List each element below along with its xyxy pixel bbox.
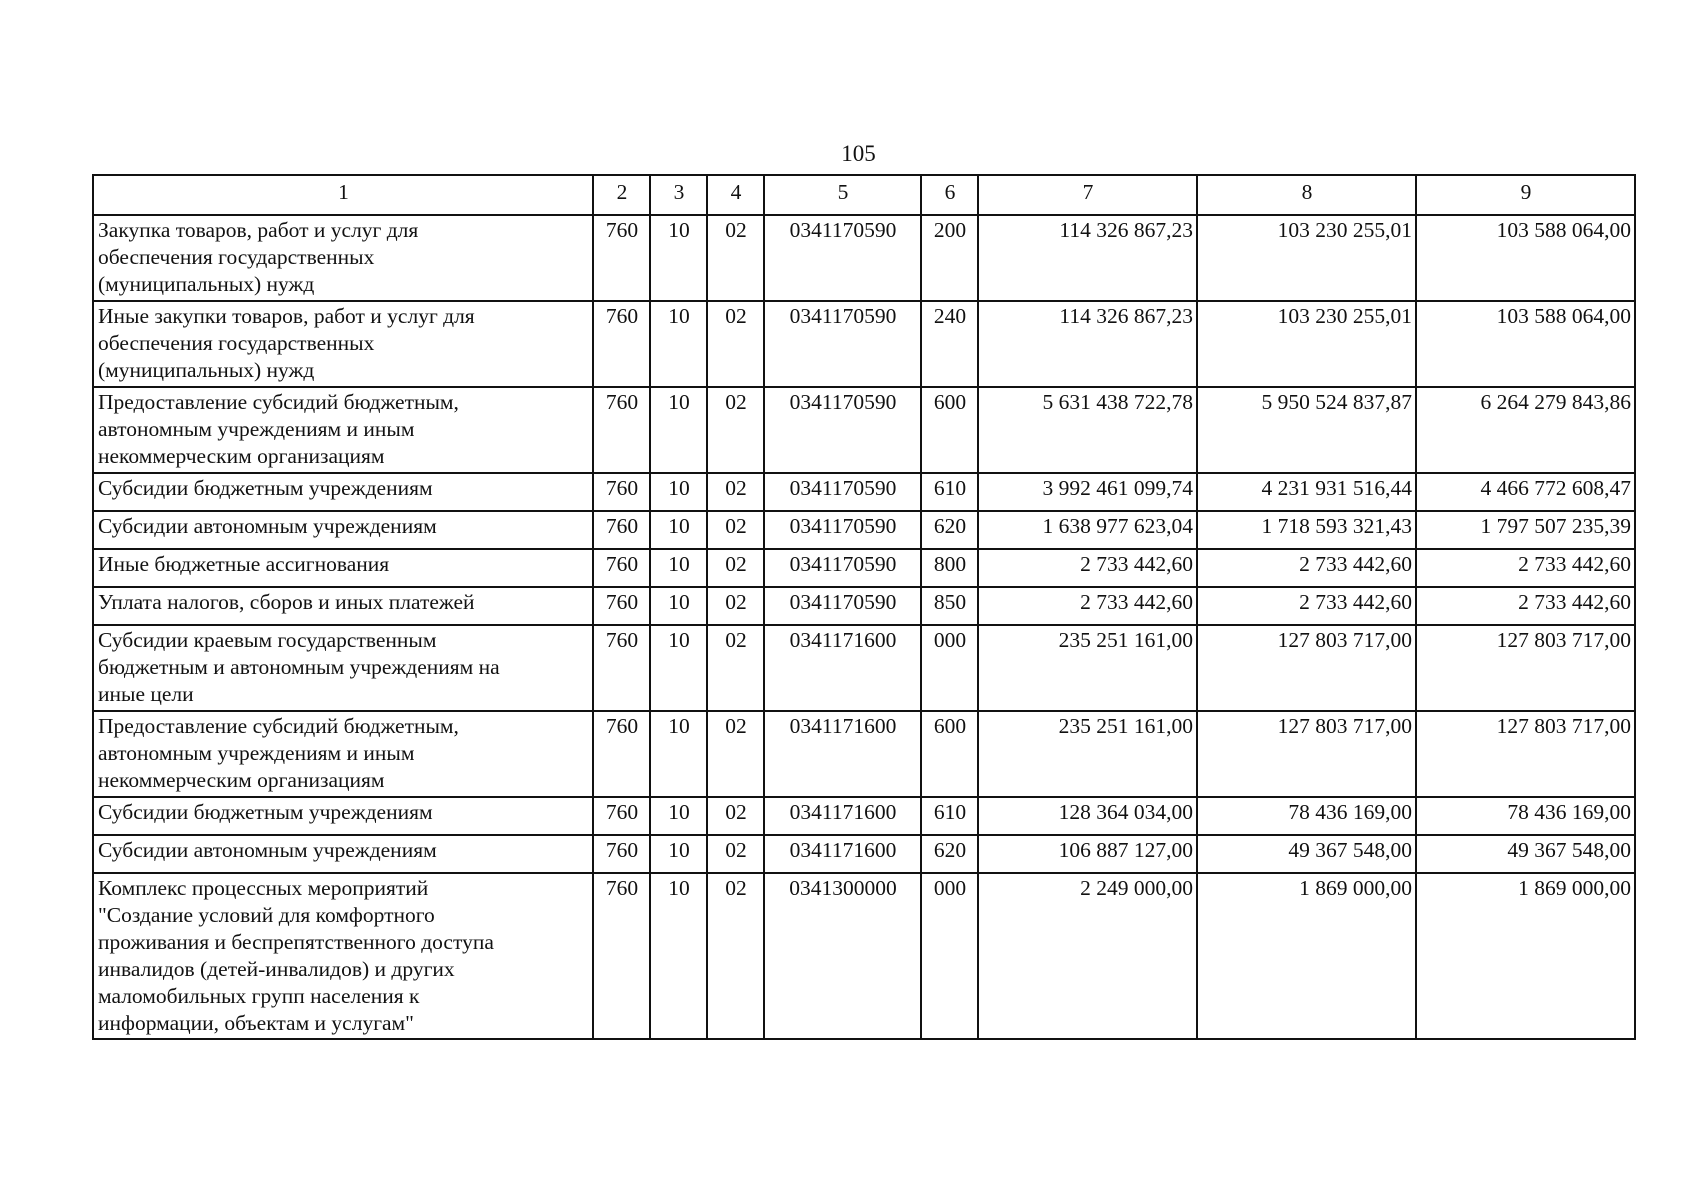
amount-col-8: 1 869 000,00	[1197, 873, 1416, 1039]
column-header-2: 2	[593, 175, 650, 215]
target-article-code: 0341171600	[764, 797, 921, 835]
amount-col-7: 2 249 000,00	[978, 873, 1197, 1039]
section-code: 10	[650, 511, 707, 549]
column-header-6: 6	[921, 175, 978, 215]
row-name-line: Предоставление субсидий бюджетным,	[98, 714, 459, 738]
column-header-8: 8	[1197, 175, 1416, 215]
amount-col-8: 127 803 717,00	[1197, 711, 1416, 797]
expense-type-code: 800	[921, 549, 978, 587]
row-name-line: автономным учреждениям и иным	[98, 741, 415, 765]
amount-col-9: 103 588 064,00	[1416, 301, 1635, 387]
table-row	[93, 301, 1635, 387]
row-name-line: Закупка товаров, работ и услуг для	[98, 218, 419, 242]
ministry-code: 760	[593, 873, 650, 1039]
amount-col-8: 78 436 169,00	[1197, 797, 1416, 835]
row-name-line: бюджетным и автономным учреждениям на	[98, 655, 500, 679]
section-code: 10	[650, 473, 707, 511]
table-row	[93, 549, 1635, 587]
table-row	[93, 873, 1635, 1039]
amount-col-8: 127 803 717,00	[1197, 625, 1416, 711]
section-code: 10	[650, 797, 707, 835]
section-code: 10	[650, 711, 707, 797]
expense-type-code: 000	[921, 873, 978, 1039]
expense-type-code: 600	[921, 387, 978, 473]
section-code: 10	[650, 215, 707, 301]
section-code: 10	[650, 301, 707, 387]
row-name-line: иные цели	[98, 682, 194, 706]
subsection-code: 02	[707, 301, 764, 387]
row-name	[93, 473, 593, 511]
amount-col-8: 2 733 442,60	[1197, 587, 1416, 625]
ministry-code: 760	[593, 387, 650, 473]
amount-col-7: 2 733 442,60	[978, 587, 1197, 625]
table-header-row	[93, 175, 1635, 215]
amount-col-8: 49 367 548,00	[1197, 835, 1416, 873]
section-code: 10	[650, 625, 707, 711]
target-article-code: 0341170590	[764, 301, 921, 387]
row-name-line: автономным учреждениям и иным	[98, 417, 415, 441]
target-article-code: 0341170590	[764, 387, 921, 473]
row-name	[93, 511, 593, 549]
column-header-7: 7	[978, 175, 1197, 215]
row-name-line: информации, объектам и услугам"	[98, 1011, 414, 1035]
amount-col-7: 3 992 461 099,74	[978, 473, 1197, 511]
row-name	[93, 301, 593, 387]
row-name	[93, 625, 593, 711]
subsection-code: 02	[707, 797, 764, 835]
subsection-code: 02	[707, 511, 764, 549]
target-article-code: 0341171600	[764, 625, 921, 711]
ministry-code: 760	[593, 797, 650, 835]
row-name-line: Субсидии автономным учреждениям	[98, 514, 437, 538]
amount-col-8: 2 733 442,60	[1197, 549, 1416, 587]
amount-col-9: 78 436 169,00	[1416, 797, 1635, 835]
target-article-code: 0341170590	[764, 511, 921, 549]
column-header-9: 9	[1416, 175, 1635, 215]
row-name-line: маломобильных групп населения к	[98, 984, 420, 1008]
row-name	[93, 215, 593, 301]
expense-type-code: 200	[921, 215, 978, 301]
section-code: 10	[650, 835, 707, 873]
column-header-4: 4	[707, 175, 764, 215]
table-row	[93, 797, 1635, 835]
column-header-1: 1	[93, 175, 593, 215]
subsection-code: 02	[707, 587, 764, 625]
expense-type-code: 610	[921, 797, 978, 835]
row-name-line: Субсидии краевым государственным	[98, 628, 437, 652]
amount-col-7: 106 887 127,00	[978, 835, 1197, 873]
expense-type-code: 610	[921, 473, 978, 511]
section-code: 10	[650, 387, 707, 473]
ministry-code: 760	[593, 549, 650, 587]
expense-type-code: 000	[921, 625, 978, 711]
table-row	[93, 711, 1635, 797]
ministry-code: 760	[593, 301, 650, 387]
row-name	[93, 835, 593, 873]
row-name-line: Субсидии автономным учреждениям	[98, 838, 437, 862]
row-name-line: Предоставление субсидий бюджетным,	[98, 390, 459, 414]
target-article-code: 0341300000	[764, 873, 921, 1039]
expense-type-code: 620	[921, 835, 978, 873]
row-name-line: обеспечения государственных	[98, 245, 375, 269]
ministry-code: 760	[593, 835, 650, 873]
amount-col-9: 127 803 717,00	[1416, 711, 1635, 797]
table-row	[93, 835, 1635, 873]
row-name-line: Субсидии бюджетным учреждениям	[98, 800, 433, 824]
row-name-line: проживания и беспрепятственного доступа	[98, 930, 494, 954]
amount-col-9: 1 869 000,00	[1416, 873, 1635, 1039]
target-article-code: 0341171600	[764, 711, 921, 797]
ministry-code: 760	[593, 511, 650, 549]
row-name	[93, 711, 593, 797]
expense-type-code: 620	[921, 511, 978, 549]
amount-col-9: 2 733 442,60	[1416, 587, 1635, 625]
target-article-code: 0341170590	[764, 587, 921, 625]
amount-col-7: 128 364 034,00	[978, 797, 1197, 835]
target-article-code: 0341170590	[764, 549, 921, 587]
row-name	[93, 873, 593, 1039]
page-number: 105	[841, 141, 876, 166]
row-name-line: Иные закупки товаров, работ и услуг для	[98, 304, 475, 328]
row-name-line: Иные бюджетные ассигнования	[98, 552, 390, 576]
amount-col-9: 1 797 507 235,39	[1416, 511, 1635, 549]
amount-col-7: 5 631 438 722,78	[978, 387, 1197, 473]
target-article-code: 0341170590	[764, 473, 921, 511]
table-row	[93, 215, 1635, 301]
table-row	[93, 625, 1635, 711]
amount-col-9: 103 588 064,00	[1416, 215, 1635, 301]
column-header-3: 3	[650, 175, 707, 215]
table-row	[93, 587, 1635, 625]
amount-col-8: 103 230 255,01	[1197, 301, 1416, 387]
section-code: 10	[650, 587, 707, 625]
subsection-code: 02	[707, 473, 764, 511]
table-body	[93, 215, 1635, 1039]
subsection-code: 02	[707, 835, 764, 873]
expense-type-code: 240	[921, 301, 978, 387]
amount-col-9: 6 264 279 843,86	[1416, 387, 1635, 473]
ministry-code: 760	[593, 215, 650, 301]
row-name-line: Комплекс процессных мероприятий	[98, 876, 429, 900]
amount-col-8: 1 718 593 321,43	[1197, 511, 1416, 549]
expense-type-code: 850	[921, 587, 978, 625]
subsection-code: 02	[707, 625, 764, 711]
row-name	[93, 549, 593, 587]
amount-col-9: 4 466 772 608,47	[1416, 473, 1635, 511]
row-name	[93, 587, 593, 625]
row-name-line: Уплата налогов, сборов и иных платежей	[98, 590, 475, 614]
amount-col-7: 114 326 867,23	[978, 215, 1197, 301]
row-name-line: обеспечения государственных	[98, 331, 375, 355]
subsection-code: 02	[707, 387, 764, 473]
amount-col-7: 235 251 161,00	[978, 625, 1197, 711]
ministry-code: 760	[593, 625, 650, 711]
table-row	[93, 387, 1635, 473]
ministry-code: 760	[593, 587, 650, 625]
subsection-code: 02	[707, 215, 764, 301]
expense-type-code: 600	[921, 711, 978, 797]
amount-col-9: 2 733 442,60	[1416, 549, 1635, 587]
row-name-line: инвалидов (детей-инвалидов) и других	[98, 957, 455, 981]
amount-col-9: 127 803 717,00	[1416, 625, 1635, 711]
subsection-code: 02	[707, 711, 764, 797]
row-name-line: (муниципальных) нужд	[98, 272, 315, 296]
table-row	[93, 473, 1635, 511]
subsection-code: 02	[707, 873, 764, 1039]
row-name-line: (муниципальных) нужд	[98, 358, 315, 382]
amount-col-7: 235 251 161,00	[978, 711, 1197, 797]
row-name-line: некоммерческим организациям	[98, 768, 385, 792]
column-header-5: 5	[764, 175, 921, 215]
budget-table	[92, 174, 1636, 1040]
target-article-code: 0341171600	[764, 835, 921, 873]
section-code: 10	[650, 549, 707, 587]
target-article-code: 0341170590	[764, 215, 921, 301]
section-code: 10	[650, 873, 707, 1039]
amount-col-8: 5 950 524 837,87	[1197, 387, 1416, 473]
row-name	[93, 797, 593, 835]
ministry-code: 760	[593, 473, 650, 511]
row-name-line: некоммерческим организациям	[98, 444, 385, 468]
amount-col-7: 114 326 867,23	[978, 301, 1197, 387]
subsection-code: 02	[707, 549, 764, 587]
row-name-line: "Создание условий для комфортного	[98, 903, 435, 927]
amount-col-9: 49 367 548,00	[1416, 835, 1635, 873]
amount-col-7: 2 733 442,60	[978, 549, 1197, 587]
amount-col-8: 103 230 255,01	[1197, 215, 1416, 301]
row-name-line: Субсидии бюджетным учреждениям	[98, 476, 433, 500]
ministry-code: 760	[593, 711, 650, 797]
amount-col-7: 1 638 977 623,04	[978, 511, 1197, 549]
amount-col-8: 4 231 931 516,44	[1197, 473, 1416, 511]
row-name	[93, 387, 593, 473]
table-row	[93, 511, 1635, 549]
